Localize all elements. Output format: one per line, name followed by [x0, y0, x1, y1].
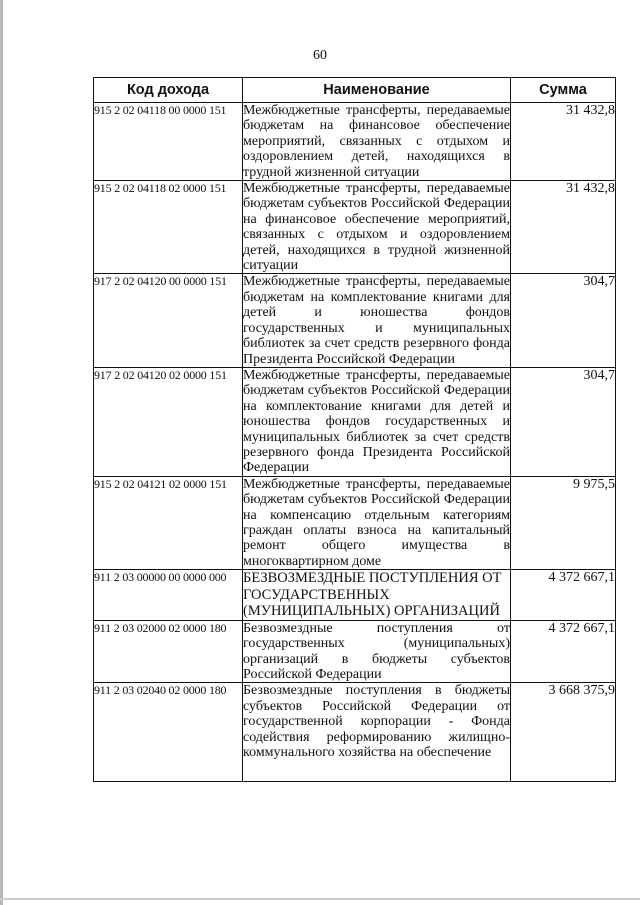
column-header-name: Наименование	[243, 78, 511, 103]
table-row	[94, 274, 616, 367]
table-row	[94, 620, 616, 683]
revenue-name: БЕЗВОЗМЕЗДНЫЕ ПОСТУПЛЕНИЯ ОТ ГОСУДАРСТВЕННЫХ (МУНИЦИПАЛЬНЫХ) ОРГАНИЗАЦИЙ	[243, 570, 511, 621]
revenue-code: 917 2 02 04120 02 0000 151	[94, 367, 243, 476]
revenue-sum: 3 668 375,9	[511, 683, 616, 782]
revenue-code: 911 2 03 02040 02 0000 180	[94, 683, 243, 782]
page-number: 60	[313, 48, 327, 63]
revenue-sum: 31 432,8	[511, 181, 616, 274]
revenue-sum: 304,7	[511, 367, 616, 476]
table-row	[94, 476, 616, 569]
revenue-code: 915 2 02 04118 02 0000 151	[94, 181, 243, 274]
column-header-code: Код дохода	[94, 78, 243, 103]
revenue-sum: 9 975,5	[511, 476, 616, 569]
table-row	[94, 570, 616, 621]
table-row	[94, 683, 616, 782]
table-header-row	[94, 78, 616, 103]
revenue-name: Межбюджетные трансферты, передаваемые бюджетам субъектов Российской Федерации на финансовое обеспечение мероприятий, связанных с отдыхом и оздоровлением детей, находящихся в трудной жизненной ситуации	[243, 181, 510, 274]
table-row	[94, 103, 616, 181]
revenue-table	[93, 77, 616, 782]
revenue-code: 915 2 02 04121 02 0000 151	[94, 476, 243, 569]
table-row	[94, 367, 616, 476]
revenue-name: Безвозмездные поступления в бюджеты субъектов Российской Федерации от государственной корпорации - Фонда содействия реформированию жилищно-коммунального хозяйства на обеспечение	[243, 683, 511, 782]
revenue-sum: 4 372 667,1	[511, 620, 616, 683]
revenue-name: Межбюджетные трансферты, передаваемые бюджетам субъектов Российской Федерации на комплектование книгами для детей и юношества фондов государственных и муниципальных библиотек за счет средств резервного фонда Президента Российской Федерации	[243, 367, 510, 476]
revenue-sum: 31 432,8	[511, 103, 616, 181]
revenue-sum: 4 372 667,1	[511, 570, 616, 621]
page-left-edge	[0, 0, 3, 905]
revenue-name: Безвозмездные поступления от государственных (муниципальных) организаций в бюджеты субъектов Российской Федерации	[243, 620, 510, 682]
revenue-code: 911 2 03 00000 00 0000 000	[94, 570, 243, 621]
revenue-sum: 304,7	[511, 274, 616, 367]
table-row	[94, 181, 616, 274]
revenue-name: Межбюджетные трансферты, передаваемые бюджетам на финансовое обеспечение мероприятий, связанных с отдыхом и оздоровлением детей, находящихся в трудной жизненной ситуации	[243, 103, 510, 180]
revenue-name: Межбюджетные трансферты, передаваемые бюджетам субъектов Российской Федерации на компенсацию отдельным категориям граждан оплаты взноса на капитальный ремонт общего имущества в многоквартирном доме	[243, 476, 510, 569]
revenue-code: 915 2 02 04118 00 0000 151	[94, 103, 243, 181]
column-header-sum: Сумма	[511, 78, 616, 103]
revenue-code: 911 2 03 02000 02 0000 180	[94, 620, 243, 683]
revenue-name: Межбюджетные трансферты, передаваемые бюджетам на комплектование книгами для детей и юношества фондов государственных и муниципальных библиотек за счет средств резервного фонда Президента Российской Федерации	[243, 274, 510, 367]
page-bottom-edge	[0, 898, 640, 900]
revenue-code: 917 2 02 04120 00 0000 151	[94, 274, 243, 367]
